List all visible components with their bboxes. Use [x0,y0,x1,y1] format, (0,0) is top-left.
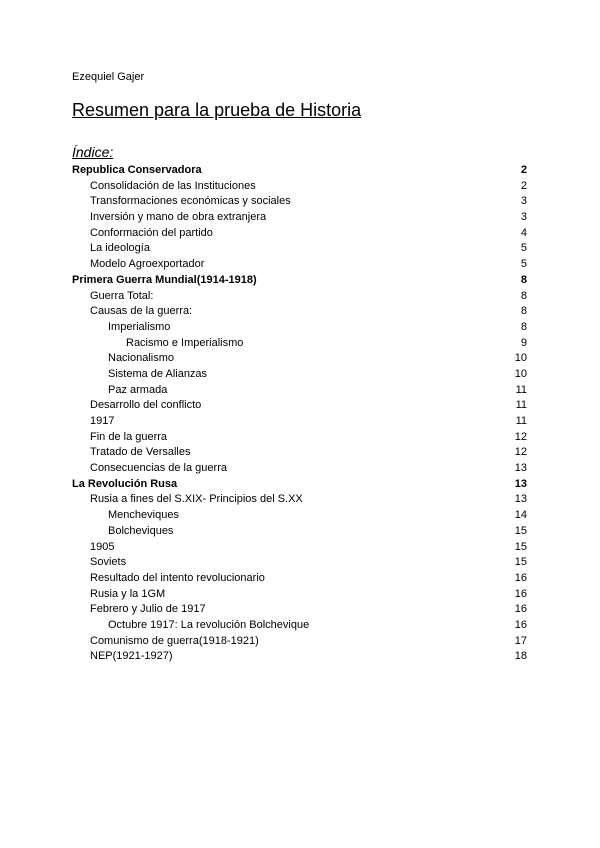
toc-entry-page: 5 [520,242,527,255]
toc-entry[interactable] [72,445,527,461]
toc-entry-title: Paz armada [108,383,168,396]
toc-entry[interactable] [72,492,527,508]
toc-entry[interactable] [72,587,527,603]
toc-entry[interactable] [72,634,527,650]
toc-entry-title: Desarrollo del conflicto [90,399,202,412]
toc-entry-page: 10 [514,352,527,365]
toc-entry[interactable] [72,210,527,226]
toc-entry-page: 13 [514,477,527,490]
toc-entry-title: La ideología [90,242,150,255]
toc-entry-title: Comunismo de guerra(1918-1921) [90,634,259,647]
toc-entry-page: 13 [514,462,527,475]
toc-entry-title: Imperialismo [108,320,171,333]
toc-entry[interactable] [72,179,527,195]
index-heading: Índice: [72,144,114,160]
toc-entry-title: NEP(1921-1927) [90,650,173,663]
toc-entry[interactable] [72,320,527,336]
toc-entry[interactable] [72,540,527,556]
toc-entry[interactable] [72,226,527,242]
toc-entry-page: 2 [520,179,527,192]
toc-entry-title: Republica Conservadora [72,164,202,176]
toc-entry-page: 13 [514,493,527,506]
toc-entry[interactable] [72,336,527,352]
toc-entry[interactable] [72,414,527,430]
toc-entry-page: 16 [514,603,527,616]
toc-entry-page: 3 [520,211,527,224]
toc-entry[interactable] [72,241,527,257]
toc-entry[interactable] [72,257,527,273]
toc-entry[interactable] [72,524,527,540]
toc-entry[interactable] [72,304,527,320]
toc-entry-page: 16 [514,587,527,600]
toc-entry-page: 8 [520,273,527,286]
toc-entry[interactable] [72,289,527,305]
toc-entry[interactable] [72,163,527,179]
toc-entry-page: 4 [520,226,527,239]
toc-entry-page: 15 [514,540,527,553]
toc-entry-title: Nacionalismo [108,352,175,365]
toc-entry-title: 1917 [90,415,115,427]
toc-entry-page: 15 [514,556,527,569]
toc-entry[interactable] [72,461,527,477]
toc-entry-title: Mencheviques [108,509,179,522]
toc-entry-title: Fin de la guerra [90,430,168,443]
toc-entry-page: 2 [520,164,527,176]
toc-entry-title: 1905 [90,540,115,553]
toc-entry-title: Racismo e Imperialismo [126,336,244,349]
toc-entry-page: 16 [514,571,527,584]
toc-entry[interactable] [72,273,527,289]
toc-entry-title: Conformación del partido [90,226,213,239]
toc-entry[interactable] [72,477,527,493]
toc-entry-title: Febrero y Julio de 1917 [90,603,206,616]
toc-entry[interactable] [72,351,527,367]
toc-entry-title: Modelo Agroexportador [90,258,205,271]
toc-entry-page: 16 [514,618,527,631]
toc-entry-page: 11 [515,399,527,412]
toc-entry[interactable] [72,508,527,524]
document-title: Resumen para la prueba de Historia [72,100,362,120]
toc-entry[interactable] [72,398,527,414]
toc-entry-title: Causas de la guerra: [90,305,193,318]
toc-entry-page: 8 [520,320,527,333]
toc-entry-page: 15 [514,524,527,537]
toc-entry-page: 10 [514,367,527,380]
toc-entry-page: 3 [520,195,527,208]
table-of-contents [72,163,527,665]
toc-entry[interactable] [72,367,527,383]
toc-entry-title: Resultado del intento revolucionario [90,571,265,584]
toc-entry-page: 18 [514,650,527,663]
toc-entry-title: Tratado de Versalles [90,446,191,459]
toc-entry-page: 11 [515,415,527,427]
toc-entry[interactable] [72,383,527,399]
toc-entry-page: 9 [520,336,527,349]
toc-entry-page: 8 [520,289,527,302]
toc-entry[interactable] [72,649,527,665]
toc-entry-page: 12 [514,430,527,443]
toc-entry-title: La Revolución Rusa [72,477,178,490]
toc-entry[interactable] [72,555,527,571]
toc-entry-title: Rusia y la 1GM [90,587,166,600]
toc-entry[interactable] [72,618,527,634]
toc-entry-title: Octubre 1917: La revolución Bolchevique [108,618,310,631]
toc-entry[interactable] [72,602,527,618]
toc-entry-page: 11 [515,383,527,396]
toc-entry-title: Soviets [90,556,127,569]
toc-entry-page: 12 [514,446,527,459]
toc-entry-page: 5 [520,258,527,271]
toc-entry[interactable] [72,194,527,210]
toc-entry-title: Primera Guerra Mundial(1914-1918) [72,273,257,286]
toc-entry-title: Consecuencias de la guerra [90,462,227,475]
toc-entry-title: Guerra Total: [90,289,154,302]
toc-entry-page: 14 [514,509,527,522]
toc-entry-title: Rusia a fines del S.XIX- Principios del S.XX [90,493,303,506]
toc-entry-title: Transformaciones económicas y sociales [90,195,291,208]
toc-entry-title: Inversión y mano de obra extranjera [90,211,267,224]
toc-entry-title: Consolidación de las Instituciones [90,179,256,192]
toc-entry-title: Bolcheviques [108,524,174,537]
toc-entry[interactable] [72,571,527,587]
toc-entry-title: Sistema de Alianzas [108,367,208,380]
toc-entry-page: 17 [514,634,527,647]
toc-entry[interactable] [72,430,527,446]
toc-entry-page: 8 [520,305,527,318]
author-name: Ezequiel Gajer [72,71,145,83]
